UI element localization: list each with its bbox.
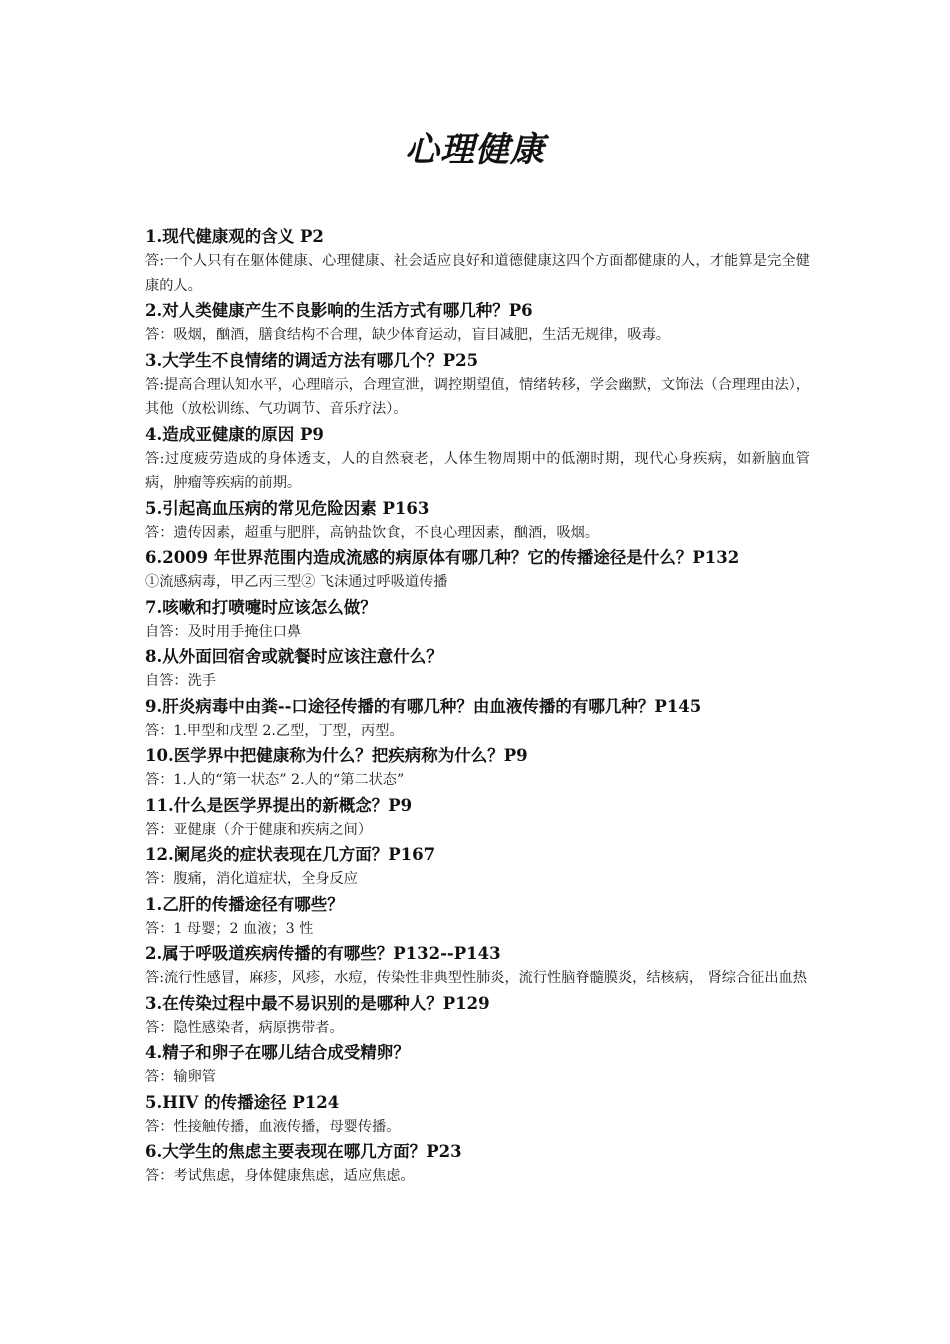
answer-text: 答：遗传因素，超重与肥胖，高钠盐饮食，不良心理因素，酗酒，吸烟。 bbox=[145, 524, 600, 541]
qa-item bbox=[145, 496, 810, 546]
answer-text: ①流感病毒，甲乙丙三型② 飞沫通过呼吸道传播 bbox=[145, 574, 448, 590]
question-text: 5.引起高血压病的常见危险因素 P163 bbox=[145, 498, 430, 518]
question-text: 6.2009 年世界范围内造成流感的病原体有哪几种？它的传播途径是什么？P132 bbox=[145, 548, 740, 567]
answer-text: 答：吸烟，酗酒，膳食结构不合理，缺少体育运动，盲目减肥，生活无规律，吸毒。 bbox=[145, 327, 670, 343]
question-text: 9.肝炎病毒中由粪--口途径传播的有哪几种？由血液传播的有哪几种？P145 bbox=[145, 696, 702, 716]
question-text: 1.现代健康观的含义 P2 bbox=[145, 227, 324, 246]
question-text: 2.属于呼吸道疾病传播的有哪些？P132--P143 bbox=[145, 944, 501, 963]
answer-text: 答：腹痛，消化道症状，全身反应 bbox=[145, 871, 358, 887]
question-text: 3.在传染过程中最不易识别的是哪种人？P129 bbox=[145, 993, 490, 1013]
question-text: 11.什么是医学界提出的新概念？P9 bbox=[145, 795, 413, 815]
qa-item bbox=[145, 892, 810, 942]
qa-item bbox=[145, 644, 810, 694]
question-text: 4.造成亚健康的原因 P9 bbox=[145, 424, 324, 444]
qa-list bbox=[145, 224, 810, 1189]
answer-text: 答:提高合理认知水平，心理暗示，合理宣泄，调控期望值，情绪转移，学会幽默，文饰法（合理理由法），其他（放松训练、气功调节、音乐疗法）。 bbox=[145, 376, 810, 417]
qa-item bbox=[145, 1040, 810, 1090]
answer-text: 答：亚健康（介于健康和疾病之间） bbox=[145, 821, 373, 838]
answer-text: 答:过度疲劳造成的身体透支，人的自然衰老，人体生物周期中的低潮时期，现代心身疾病，如新脑血管病，肿瘤等疾病的前期。 bbox=[145, 450, 810, 491]
answer-text: 答：性接触传播，血液传播，母婴传播。 bbox=[145, 1118, 401, 1135]
qa-item bbox=[145, 793, 810, 843]
question-text: 2.对人类健康产生不良影响的生活方式有哪几种？P6 bbox=[145, 301, 533, 320]
qa-item bbox=[145, 991, 810, 1041]
qa-item bbox=[145, 348, 810, 422]
question-text: 6.大学生的焦虑主要表现在哪几方面？P23 bbox=[145, 1142, 462, 1161]
qa-item bbox=[145, 1090, 810, 1140]
question-text: 12.阑尾炎的症状表现在几方面？P167 bbox=[145, 845, 436, 864]
qa-item bbox=[145, 595, 810, 645]
question-text: 5.HIV 的传播途径 P124 bbox=[145, 1092, 340, 1112]
question-text: 3.大学生不良情绪的调适方法有哪几个？P25 bbox=[145, 350, 479, 370]
answer-text: 自答：洗手 bbox=[145, 673, 216, 689]
question-text: 1.乙肝的传播途径有哪些？ bbox=[145, 894, 344, 914]
document-title: 心理健康 bbox=[405, 130, 545, 170]
qa-item bbox=[145, 422, 810, 496]
qa-item bbox=[145, 694, 810, 744]
qa-item bbox=[145, 545, 810, 595]
answer-text: 答：输卵管 bbox=[145, 1069, 216, 1085]
qa-item bbox=[145, 941, 810, 991]
question-text: 8.从外面回宿舍或就餐时应该注意什么？ bbox=[145, 647, 443, 666]
answer-text: 答：1.人的“第一状态” 2.人的“第二状态” bbox=[145, 772, 405, 788]
answer-text: 答:一个人只有在躯体健康、心理健康、社会适应良好和道德健康这四个方面都健康的人，才能算是完全健康的人。 bbox=[145, 253, 810, 294]
question-text: 10.医学界中把健康称为什么？把疾病称为什么？P9 bbox=[145, 746, 528, 765]
qa-item bbox=[145, 298, 810, 348]
answer-text: 答：1.甲型和戊型 2.乙型，丁型，丙型。 bbox=[145, 722, 404, 739]
answer-text: 答:流行性感冒，麻疹，风疹，水痘，传染性非典型性肺炎，流行性脑脊髓膜炎，结核病， 肾综合征出血热 bbox=[145, 970, 807, 986]
answer-text: 答：1 母婴；2 血液；3 性 bbox=[145, 920, 314, 937]
answer-text: 答：考试焦虑，身体健康焦虑，适应焦虑。 bbox=[145, 1168, 415, 1184]
question-text: 4.精子和卵子在哪儿结合成受精卵？ bbox=[145, 1043, 410, 1062]
qa-item bbox=[145, 842, 810, 892]
question-text: 7.咳嗽和打喷嚏时应该怎么做？ bbox=[145, 597, 377, 617]
answer-text: 自答：及时用手掩住口鼻 bbox=[145, 623, 302, 640]
qa-item bbox=[145, 743, 810, 793]
qa-item bbox=[145, 224, 810, 298]
qa-item bbox=[145, 1139, 810, 1189]
answer-text: 答：隐性感染者，病原携带者。 bbox=[145, 1019, 344, 1036]
